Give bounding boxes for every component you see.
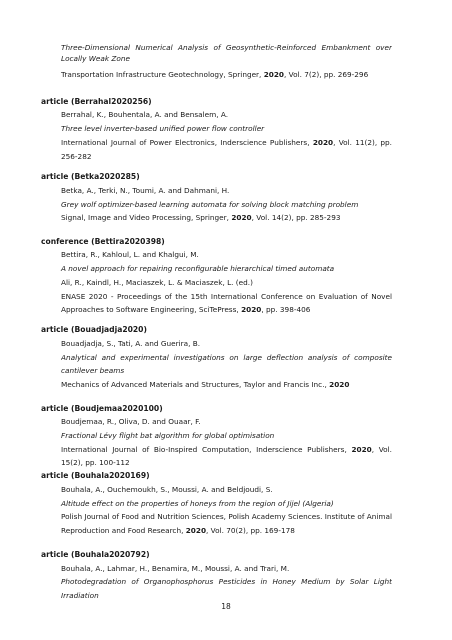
entry-venue: Reproduction and Food Research, 2020, Vol. 70(2), pp. 169-178 xyxy=(61,526,295,535)
entry-header: article (Berrahal2020256) xyxy=(41,97,152,106)
entry-venue: Signal, Image and Video Processing, Springer, 2020, Vol. 14(2), pp. 285-293 xyxy=(61,213,341,222)
entry-authors: Bouhala, A., Lahmar, H., Benamira, M., Moussi, A. and Trari, M. xyxy=(61,564,290,573)
entry-pages: 15(2), pp. 100-112 xyxy=(61,458,130,467)
entry-editors: Ali, R., Kaindl, H., Maciaszek, L. & Maciaszek, L. (ed.) xyxy=(61,278,253,287)
entry-header: article (Boudjemaa2020100) xyxy=(41,404,163,413)
entry-header: article (Bouhala2020169) xyxy=(41,471,150,480)
entry-pages: 256-282 xyxy=(61,152,92,161)
entry-year: 2020 xyxy=(351,445,372,454)
entry-venue: Approaches to Software Engineering, SciTePress, 2020, pp. 398-406 xyxy=(61,305,311,314)
entry-authors: Betka, A., Terki, N., Toumi, A. and Dahmani, H. xyxy=(61,186,230,195)
entry-title: Irradiation xyxy=(61,591,99,600)
entry-authors: Bouhala, A., Ouchemoukh, S., Moussi, A. and Beldjoudi, S. xyxy=(61,485,273,494)
entry-venue: International Journal of Bio-Inspired Computation, Inderscience Publishers, 2020, Vol. xyxy=(61,445,392,454)
entry-header: conference (Bettira2020398) xyxy=(41,237,165,246)
entry-title: Photodegradation of Organophosphorus Pesticides in Honey Medium by Solar Light xyxy=(61,577,392,586)
entry-header: article (Bouhala2020792) xyxy=(41,550,150,559)
entry-authors: Bettira, R., Kahloul, L. and Khalgui, M. xyxy=(61,250,199,259)
entry-title: Three-Dimensional Numerical Analysis of Geosynthetic-Reinforced Embankment over xyxy=(61,43,392,52)
entry-year: 2020 xyxy=(312,138,334,147)
entry-header: article (Betka2020285) xyxy=(41,172,140,181)
entry-header: article (Bouadjadja2020) xyxy=(41,325,147,334)
entry-title: Locally Weak Zone xyxy=(61,54,131,63)
entry-venue: Polish Journal of Food and Nutrition Sciences, Polish Academy Sciences. Institute of Animal xyxy=(61,512,392,521)
entry-title: A novel approach for repairing reconfigurable hierarchical timed automata xyxy=(61,264,335,273)
entry-year: 2020 xyxy=(263,70,285,79)
entry-title: Analytical and experimental investigations on large deflection analysis of composite xyxy=(61,353,392,362)
entry-year: 2020 xyxy=(329,380,350,389)
entry-venue: ENASE 2020 - Proceedings of the 15th International Conference on Evaluation of Novel xyxy=(61,292,392,301)
entry-title: Fractional Lévy flight bat algorithm for global optimisation xyxy=(61,431,275,440)
entry-title: Altitude effect on the properties of honeys from the region of Jijel (Algeria) xyxy=(61,499,334,508)
entry-title: Grey wolf optimizer-based learning automata for solving block matching problem xyxy=(61,200,359,209)
entry-authors: Berrahal, K., Bouhentala, A. and Bensalem, A. xyxy=(61,110,229,119)
entry-year: 2020 xyxy=(185,526,207,535)
entry-title: Three level inverter-based unified power flow controller xyxy=(61,124,265,133)
entry-venue: International Journal of Power Electronics, Inderscience Publishers, 2020, Vol. 11(2), pp. xyxy=(61,138,392,147)
page-number: 18 xyxy=(221,602,231,611)
entry-venue: Transportation Infrastructure Geotechnology, Springer, 2020, Vol. 7(2), pp. 269-296 xyxy=(61,70,369,79)
entry-title: cantilever beams xyxy=(61,366,125,375)
entry-authors: Bouadjadja, S., Tati, A. and Guerira, B. xyxy=(61,339,201,348)
entry-venue: Mechanics of Advanced Materials and Structures, Taylor and Francis Inc., 2020 xyxy=(61,380,350,389)
entry-year: 2020 xyxy=(231,213,252,222)
entry-year: 2020 xyxy=(241,305,262,314)
entry-authors: Boudjemaa, R., Oliva, D. and Ouaar, F. xyxy=(61,417,201,426)
